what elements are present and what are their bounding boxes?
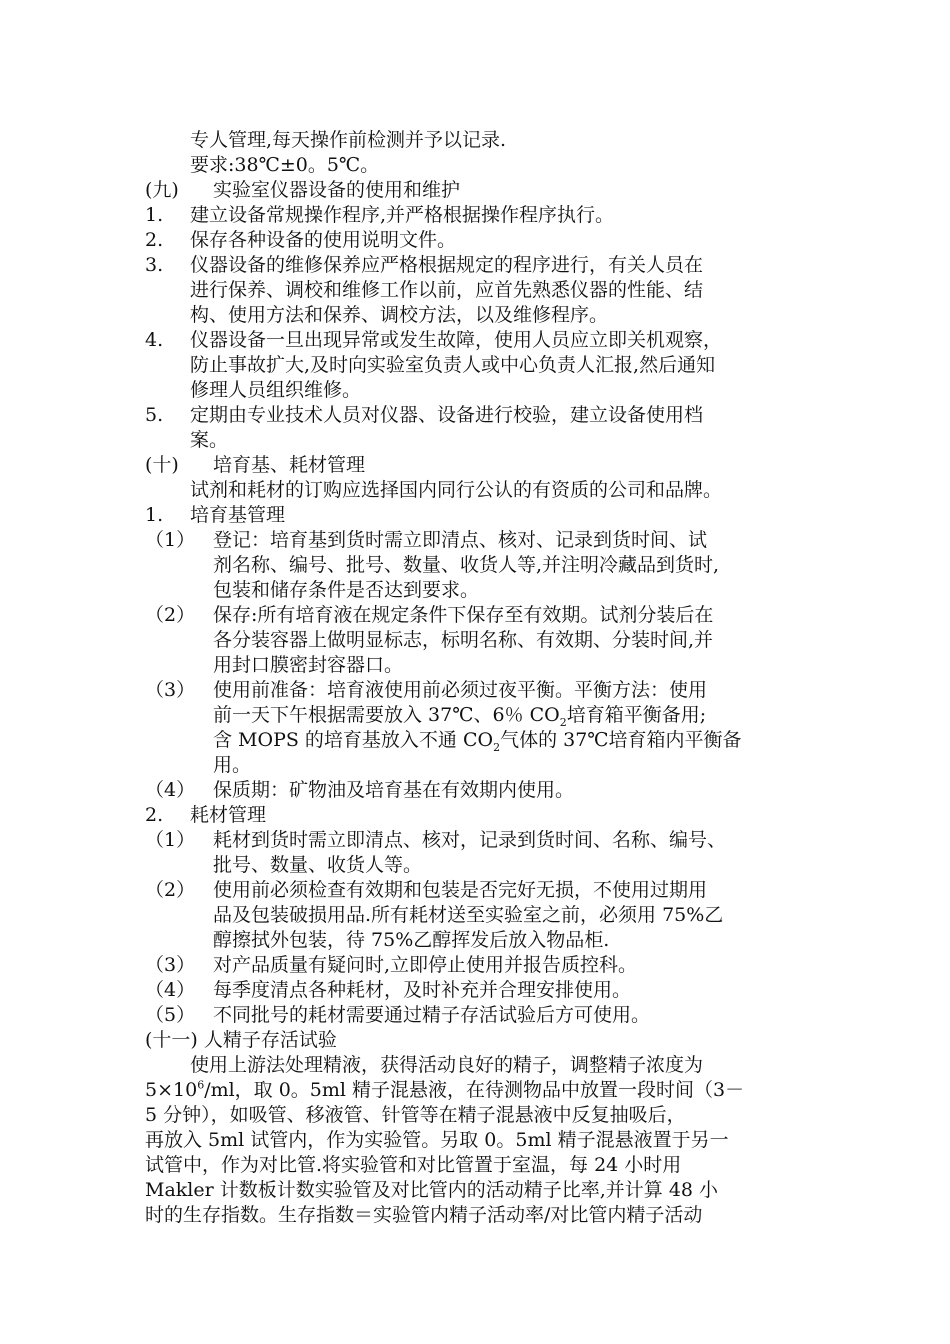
section-number: (九) — [145, 179, 179, 201]
list-item: （4） 保质期：矿物油及培育基在有效期内使用。 — [145, 779, 575, 801]
list-item: （1） 登记：培育基到货时需立即清点、核对、记录到货时间、试 剂名称、编号、批号、数量、收货人等,并注明冷藏品到货时, 包装和储存条件是否达到要求。 — [145, 529, 720, 601]
list-item: （4） 每季度清点各种耗材，及时补充并合理安排使用。 — [145, 979, 632, 1001]
section-10-intro: 试剂和耗材的订购应选择国内同行公认的有资质的公司和品牌。 — [190, 479, 723, 501]
list-item: （2） 保存:所有培育液在规定条件下保存至有效期。试剂分装后在 各分装容器上做明显标志，标明名称、有效期、分装时间,并 用封口膜密封容器口。 — [145, 604, 714, 676]
subsection-heading-media: 1. 培育基管理 — [145, 504, 286, 526]
section-10-heading — [0, 453, 950, 478]
list-item: 2. 保存各种设备的使用说明文件。 — [145, 229, 457, 251]
section-10 — [0, 453, 950, 1028]
intro-line-1: 专人管理,每天操作前检测并予以记录. — [190, 129, 507, 151]
section-number: (十一) — [145, 1029, 198, 1051]
section-9-list — [0, 203, 950, 453]
section-title: 培育基、耗材管理 — [213, 454, 366, 476]
section-9-heading — [0, 178, 950, 203]
list-item: 5. 定期由专业技术人员对仪器、设备进行校验，建立设备使用档 案。 — [145, 404, 704, 451]
section-11-heading — [0, 1028, 950, 1053]
list-item: 4. 仪器设备一旦出现异常或发生故障，使用人员应立即关机观察， 防止事故扩大,及时向实验室负责人或中心负责人汇报,然后通知 修理人员组织维修。 — [145, 329, 723, 401]
list-item: （3） 对产品质量有疑问时,立即停止使用并报告质控科。 — [145, 954, 638, 976]
subsection-heading-consumables: 2. 耗材管理 — [145, 804, 267, 826]
list-item: （3） 使用前准备：培育液使用前必须过夜平衡。平衡方法：使用 前一天下午根据需要放入 37℃、6％ $CO_2$培育箱平衡备用; 含 MOPS 的培育基放入不通 $CO_2$气体的 37℃培育箱内平衡备 用。 — [145, 679, 742, 776]
list-item: （5） 不同批号的耗材需要通过精子存活试验后方可使用。 — [145, 1004, 651, 1026]
section-11 — [0, 1028, 950, 1228]
section-title: 实验室仪器设备的使用和维护 — [213, 179, 461, 201]
list-item: （2） 使用前必须检查有效期和包装是否完好无损，不使用过期用 品及包装破损用品.所有耗材送至实验室之前，必须用 75%乙 醇擦拭外包装，待 75%乙醇挥发后放入物品柜. — [145, 879, 724, 951]
intro-line-2: 要求:38℃±0。5℃。 — [190, 154, 380, 176]
list-item: 3. 仪器设备的维修保养应严格根据规定的程序进行，有关人员在 进行保养、调校和维修工作以前，应首先熟悉仪器的性能、结 构、使用方法和保养、调校方法，以及维修程序。 — [145, 254, 704, 326]
section-number: (十) — [145, 454, 179, 476]
section-11-paragraph: 使用上游法处理精液，获得活动良好的精子，调整精子浓度为 $5\times 10^6/ml$，取 0。5ml 精子混悬液，在待测物品中放置一段时间（3－ 5 分钟），如吸管、移液管、针管等在精子混悬液中反复抽吸后， 再放入 5ml 试管内，作为实验管。另取 0。5ml 精子混悬液置于另一 试管中，作为对比管.将实验管和对比管置于室温，每 24 小时用 Makler 计数板计数实验管及对比管内的活动精子比率,并计算 48 小 时的生存指数。生存指数＝实验管内精子活动率/对比管内精子活动 — [145, 1054, 745, 1226]
section-title: 人精子存活试验 — [203, 1029, 337, 1051]
list-item: 1. 建立设备常规操作程序,并严格根据操作程序执行。 — [145, 204, 615, 226]
list-item: （1） 耗材到货时需立即清点、核对，记录到货时间、名称、编号、 批号、数量、收货人等。 — [145, 829, 727, 876]
